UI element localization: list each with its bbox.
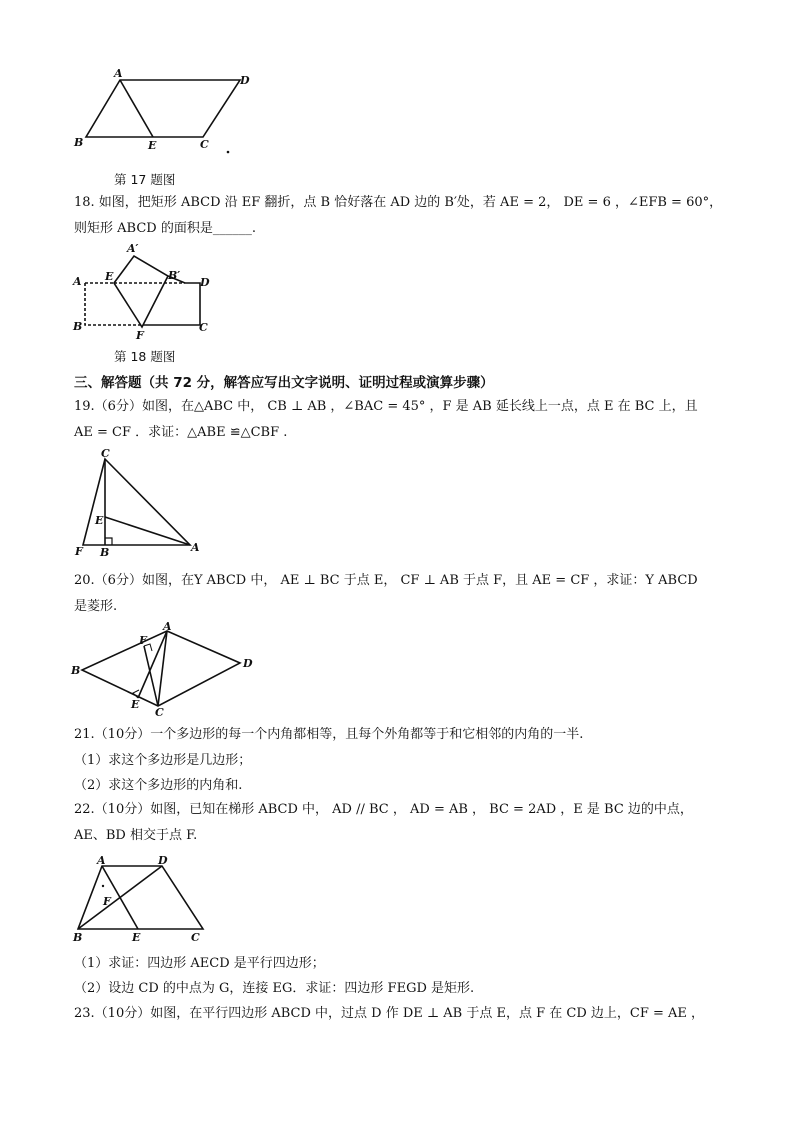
- fig19-label-b: B: [100, 546, 110, 559]
- question-20-line-1: 20.（6分）如图，在Y ABCD 中， AE ⊥ BC 于点 E， CF ⊥ AB 于点 F，且 AE = CF ，求证：Y ABCD: [74, 573, 698, 588]
- fig17-label-d: D: [240, 74, 250, 87]
- fig18-label-e: E: [105, 270, 114, 283]
- fig17-label-a: A: [114, 67, 123, 80]
- fig22-label-e: E: [132, 931, 141, 944]
- fig22-label-d: D: [158, 854, 168, 867]
- fig19-label-a: A: [191, 541, 200, 554]
- figure-17-caption: 第 17 题图: [114, 172, 176, 187]
- question-18-line-2: 则矩形 ABCD 的面积是______.: [74, 221, 256, 236]
- fig18-label-a: A: [73, 275, 82, 288]
- fig19-label-e: E: [95, 514, 104, 527]
- question-21-line-3: （2）求这个多边形的内角和.: [74, 778, 243, 793]
- question-23-line-1: 23.（10分）如图，在平行四边形 ABCD 中，过点 D 作 DE ⊥ AB 于点 E，点 F 在 CD 边上，CF = AE ，: [74, 1006, 705, 1021]
- question-19-line-1: 19.（6分）如图，在△ABC 中， CB ⊥ AB ，∠BAC = 45° ，F 是 AB 延长线上一点，点 E 在 BC 上，且: [74, 399, 698, 414]
- figure-18-drawing: [72, 240, 222, 345]
- figure-19-drawing: [72, 448, 212, 560]
- fig18-label-b-prime: B′: [168, 269, 181, 282]
- fig20-label-e: E: [131, 698, 140, 711]
- figure-20-drawing: [70, 622, 260, 717]
- fig20-label-a: A: [163, 620, 172, 633]
- fig20-label-b: B: [71, 664, 81, 677]
- figure-17-drawing: [70, 66, 250, 156]
- figure-18-caption: 第 18 题图: [114, 349, 176, 364]
- fig19-label-c: C: [101, 447, 110, 460]
- fig22-label-b: B: [73, 931, 83, 944]
- question-22-line-3: （1）求证：四边形 AECD 是平行四边形；: [74, 956, 325, 971]
- figure-17: [70, 66, 250, 156]
- fig18-label-b: B: [73, 320, 83, 333]
- question-22-line-2: AE、BD 相交于点 F.: [74, 828, 198, 843]
- question-22-line-4: （2）设边 CD 的中点为 G，连接 EG．求证：四边形 FEGD 是矩形.: [74, 981, 475, 996]
- question-21-line-1: 21.（10分）一个多边形的每一个内角都相等，且每个外角都等于和它相邻的内角的一半.: [74, 727, 584, 742]
- fig18-label-f: F: [136, 329, 144, 342]
- fig20-label-d: D: [243, 657, 253, 670]
- figure-22-drawing: [70, 852, 220, 947]
- question-22-line-1: 22.（10分）如图，已知在梯形 ABCD 中， AD // BC ， AD = AB ， BC = 2AD ，E 是 BC 边的中点，: [74, 802, 693, 817]
- figure-18: [72, 240, 222, 345]
- fig18-label-d: D: [200, 276, 210, 289]
- fig22-label-c: C: [191, 931, 200, 944]
- question-21-line-2: （1）求这个多边形是几边形；: [74, 753, 252, 768]
- question-20-line-2: 是菱形.: [74, 599, 118, 614]
- fig17-label-b: B: [74, 136, 84, 149]
- question-19-line-2: AE = CF ．求证：△ABE ≌△CBF .: [74, 425, 288, 440]
- question-18-line-1: 18. 如图，把矩形 ABCD 沿 EF 翻折，点 B 恰好落在 AD 边的 B′处，若 AE = 2， DE = 6 ，∠EFB = 60°，: [74, 195, 723, 210]
- fig19-label-f: F: [75, 545, 83, 558]
- fig20-label-f: F: [139, 634, 147, 647]
- section-3-heading: 三、解答题（共 72 分，解答应写出文字说明、证明过程或演算步骤）: [74, 375, 494, 391]
- fig22-label-a: A: [97, 854, 106, 867]
- fig17-label-c: C: [200, 138, 209, 151]
- fig17-label-e: E: [148, 139, 157, 152]
- fig18-label-a-prime: A′: [127, 242, 139, 255]
- figure-22: [70, 852, 220, 947]
- fig18-label-c: C: [199, 321, 208, 334]
- figure-20: [70, 622, 260, 717]
- figure-19: [72, 448, 212, 560]
- fig20-label-c: C: [155, 706, 164, 719]
- fig22-label-f: F: [103, 895, 111, 908]
